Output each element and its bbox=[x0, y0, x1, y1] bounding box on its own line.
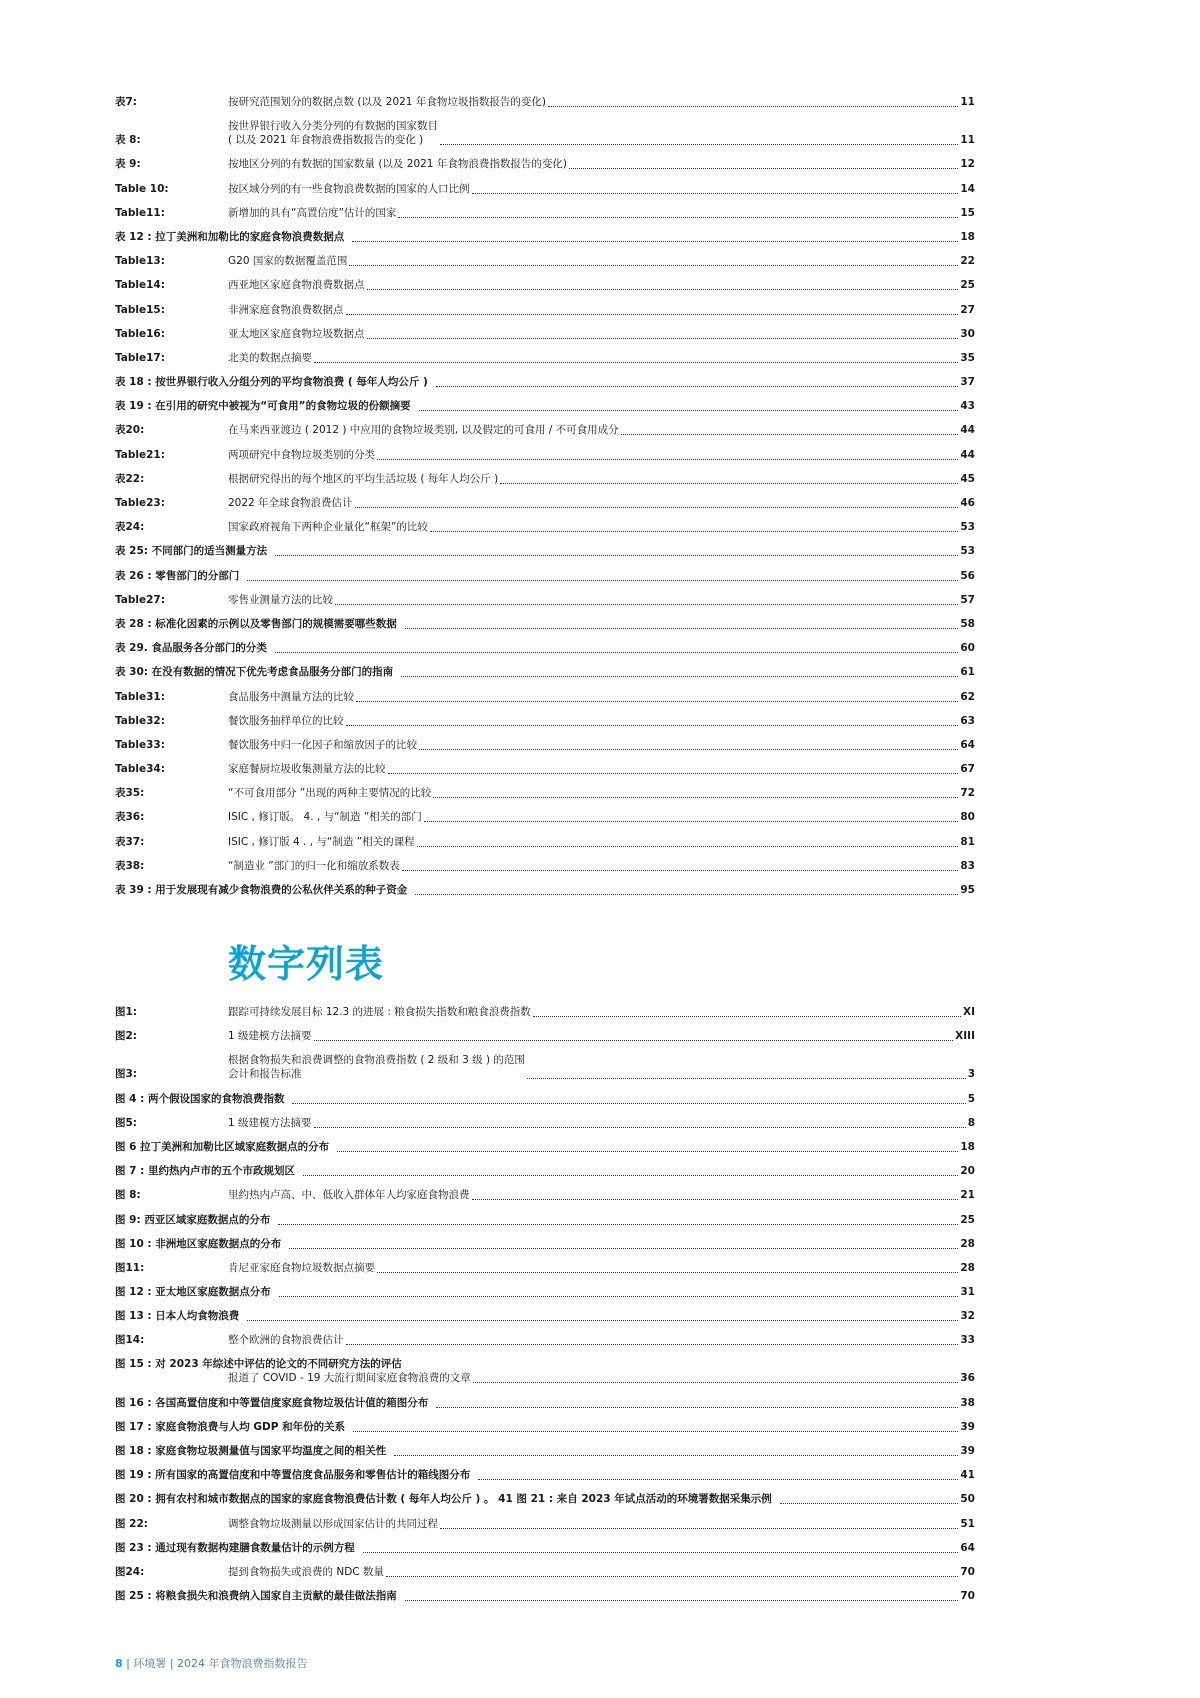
entry-page-number: XI bbox=[962, 1006, 975, 1019]
entry-title: 食品服务中测量方法的比较 bbox=[228, 690, 354, 703]
entry-label: 表 26 : 零售部门的分部门 bbox=[115, 569, 240, 582]
entry-page-number: 36 bbox=[960, 1372, 975, 1385]
toc-entry[interactable] bbox=[115, 851, 975, 875]
leader-dots bbox=[472, 193, 959, 194]
entry-page-number: 25 bbox=[960, 279, 975, 292]
toc-entry[interactable] bbox=[115, 1484, 975, 1508]
leader-dots bbox=[275, 555, 958, 556]
entry-label: 图 23 : 通过现有数据构建膳食数量估计的示例方程 bbox=[115, 1541, 355, 1554]
leader-dots bbox=[440, 144, 958, 145]
entry-page-number: 43 bbox=[960, 400, 975, 413]
entry-label: 图 4 : 两个假设国家的食物浪费指数 bbox=[115, 1092, 285, 1105]
leader-dots bbox=[275, 652, 958, 653]
toc-entry[interactable] bbox=[115, 1301, 975, 1325]
entry-label: 表36: bbox=[115, 811, 145, 824]
toc-entry[interactable] bbox=[115, 1325, 975, 1349]
entry-label: 表 18 : 按世界银行收入分组分列的平均食物浪费 ( 每年人均公斤 ) bbox=[115, 376, 428, 389]
leader-dots bbox=[569, 168, 958, 169]
figures-list bbox=[115, 997, 975, 1605]
entry-page-number: 39 bbox=[960, 1445, 975, 1457]
entry-label: Table21: bbox=[115, 448, 165, 461]
leader-dots bbox=[367, 338, 959, 339]
entry-title: 亚太地区家庭食物垃圾数据点 bbox=[228, 327, 365, 340]
toc-entry[interactable] bbox=[115, 1349, 975, 1387]
entry-page-number: 51 bbox=[960, 1517, 975, 1530]
entry-page-number: 58 bbox=[960, 617, 975, 630]
entry-label: 表 8: bbox=[115, 134, 141, 147]
entry-title: 西亚地区家庭食物浪费数据点 bbox=[228, 279, 365, 292]
leader-dots bbox=[349, 265, 958, 266]
toc-entry[interactable] bbox=[115, 512, 975, 536]
leader-dots bbox=[621, 434, 959, 435]
leader-dots bbox=[346, 1344, 959, 1345]
entry-label: 图 7 : 里约热内卢市的五个市政规划区 bbox=[115, 1165, 295, 1178]
entry-label: 图14: bbox=[115, 1334, 145, 1347]
entry-title: G20 国家的数据覆盖范围 bbox=[228, 255, 348, 268]
leader-dots bbox=[355, 507, 959, 508]
entry-page-number: 27 bbox=[960, 303, 975, 316]
toc-entry[interactable] bbox=[115, 1436, 975, 1460]
entry-title: “制造业 ”部门的归一化和缩放系数表 bbox=[228, 859, 400, 872]
entry-page-number: 60 bbox=[960, 642, 975, 655]
entry-label: 表 9: bbox=[115, 158, 141, 171]
leader-dots bbox=[415, 894, 958, 895]
leader-dots bbox=[473, 1382, 959, 1383]
entry-page-number: 37 bbox=[960, 376, 975, 389]
entry-title: 根据研究得出的每个地区的平均生活垃圾 ( 每年人均公斤 ) bbox=[228, 472, 499, 485]
entry-page-number: 12 bbox=[960, 158, 975, 171]
entry-page-number: 64 bbox=[960, 1541, 975, 1554]
entry-page-number: 18 bbox=[960, 1140, 975, 1153]
toc-entry[interactable] bbox=[115, 730, 975, 754]
leader-dots bbox=[353, 1431, 958, 1432]
entry-page-number: 41 bbox=[960, 1469, 975, 1482]
entry-label: Table16: bbox=[115, 327, 165, 340]
entry-label: Table 10: bbox=[115, 182, 169, 195]
leader-dots bbox=[419, 749, 958, 750]
leader-dots bbox=[377, 1272, 958, 1273]
entry-label: 表35: bbox=[115, 787, 145, 800]
entry-title: 按地区分列的有数据的国家数量 (以及 2021 年食物浪费指数报告的变化) bbox=[228, 158, 567, 171]
entry-label: 表24: bbox=[115, 521, 145, 534]
leader-dots bbox=[436, 1407, 958, 1408]
entry-page-number: 80 bbox=[960, 811, 975, 824]
leader-dots bbox=[289, 1248, 958, 1249]
leader-dots bbox=[352, 241, 958, 242]
entry-title: 国家政府视角下两种企业量化“框架”的比较 bbox=[228, 521, 428, 534]
entry-page-number: 95 bbox=[960, 884, 975, 896]
entry-title: 餐饮服务中归一化因子和缩放因子的比较 bbox=[228, 738, 417, 751]
entry-title: 里约热内卢高、中、低收入群体年人均家庭食物浪费 bbox=[228, 1189, 470, 1202]
entry-title: 按世界银行收入分类分列的有数据的国家数目 ( 以及 2021 年食物浪费指数报告的变化 ) bbox=[228, 120, 438, 147]
entry-page-number: 72 bbox=[960, 787, 975, 800]
leader-dots bbox=[356, 701, 958, 702]
leader-dots bbox=[247, 1320, 958, 1321]
entry-title: ISIC , 修订版 4 . , 与“制造 ”相关的课程 bbox=[228, 835, 415, 848]
toc-entry[interactable] bbox=[115, 1229, 975, 1253]
entry-label: 图 18 : 家庭食物垃圾测量值与国家平均温度之间的相关性 bbox=[115, 1445, 387, 1457]
leader-dots bbox=[405, 1600, 959, 1601]
toc-entry[interactable] bbox=[115, 1021, 975, 1045]
leader-dots bbox=[292, 1103, 965, 1104]
entry-page-number: XIII bbox=[955, 1030, 975, 1043]
entry-page-number: 38 bbox=[960, 1396, 975, 1409]
leader-dots bbox=[398, 217, 958, 218]
toc-entry[interactable] bbox=[115, 1533, 975, 1557]
toc-entry[interactable] bbox=[115, 1412, 975, 1436]
entry-label: 图 6 拉丁美洲和加勒比区域家庭数据点的分布 bbox=[115, 1140, 330, 1153]
toc-entry[interactable] bbox=[115, 633, 975, 657]
toc-entry[interactable] bbox=[115, 778, 975, 802]
entry-label: 图11: bbox=[115, 1261, 145, 1274]
entry-label: 图 12 : 亚太地区家庭数据点分布 bbox=[115, 1286, 271, 1299]
toc-entry[interactable] bbox=[115, 1387, 975, 1411]
entry-page-number: 25 bbox=[960, 1213, 975, 1226]
entry-label: 图2: bbox=[115, 1030, 138, 1043]
entry-label: 图 19 : 所有国家的高置信度和中等置信度食品服务和零售估计的箱线图分布 bbox=[115, 1469, 471, 1482]
entry-page-number: 31 bbox=[960, 1286, 975, 1299]
entry-page-number: 32 bbox=[960, 1310, 975, 1323]
entry-page-number: 3 bbox=[967, 1068, 975, 1081]
entry-page-number: 28 bbox=[960, 1261, 975, 1274]
toc-entry[interactable] bbox=[115, 1508, 975, 1532]
entry-page-number: 57 bbox=[960, 593, 975, 606]
entry-page-number: 44 bbox=[960, 424, 975, 437]
entry-label: Table11: bbox=[115, 206, 165, 219]
entry-title: 报道了 COVID - 19 大流行期间家庭食物浪费的文章 bbox=[228, 1372, 471, 1385]
toc-entry[interactable] bbox=[115, 415, 975, 439]
leader-dots bbox=[314, 1040, 954, 1041]
entry-page-number: 63 bbox=[960, 714, 975, 727]
leader-dots bbox=[367, 289, 959, 290]
entry-label: 表 19 : 在引用的研究中被视为“可食用”的食物垃圾的份额摘要 bbox=[115, 400, 411, 413]
toc-entry[interactable] bbox=[115, 1083, 975, 1107]
entry-page-number: 11 bbox=[960, 134, 975, 147]
entry-title: 1 级建模方法摘要 bbox=[228, 1030, 312, 1043]
entry-page-number: 50 bbox=[960, 1493, 975, 1506]
toc-entry[interactable] bbox=[115, 439, 975, 463]
toc-entry[interactable] bbox=[115, 488, 975, 512]
leader-dots bbox=[424, 821, 959, 822]
toc-entry[interactable] bbox=[115, 173, 975, 197]
footer-text: | 环境署 | 2024 年食物浪费指数报告 bbox=[126, 1657, 308, 1670]
entry-page-number: 56 bbox=[960, 569, 975, 582]
entry-label: Table23: bbox=[115, 497, 165, 509]
entry-page-number: 70 bbox=[960, 1565, 975, 1578]
entry-label: Table31: bbox=[115, 690, 165, 703]
entry-page-number: 20 bbox=[960, 1165, 975, 1178]
entry-label: 图5: bbox=[115, 1116, 138, 1129]
toc-entry[interactable] bbox=[115, 319, 975, 343]
toc-entry[interactable] bbox=[115, 343, 975, 367]
entry-label: 图 8: bbox=[115, 1189, 141, 1202]
toc-entry[interactable] bbox=[115, 1045, 975, 1083]
toc-entry[interactable] bbox=[115, 1253, 975, 1277]
entry-label: 图3: bbox=[115, 1068, 138, 1081]
toc-entry[interactable] bbox=[115, 609, 975, 633]
toc-entry[interactable] bbox=[115, 1180, 975, 1204]
leader-dots bbox=[335, 604, 958, 605]
entry-title: 1 级建模方法摘要 bbox=[228, 1116, 312, 1129]
leader-dots bbox=[303, 1175, 958, 1176]
entry-page-number: 15 bbox=[960, 206, 975, 219]
entry-label: 图 10 : 非洲地区家庭数据点的分布 bbox=[115, 1237, 282, 1250]
entry-page-number: 8 bbox=[967, 1116, 975, 1129]
entry-label: Table17: bbox=[115, 351, 165, 364]
entry-title: 餐饮服务抽样单位的比较 bbox=[228, 714, 344, 727]
toc-entry[interactable] bbox=[115, 1108, 975, 1132]
entry-page-number: 21 bbox=[960, 1189, 975, 1202]
entry-title: 调整食物垃圾测量以形成国家估计的共同过程 bbox=[228, 1517, 438, 1530]
leader-dots bbox=[279, 1296, 959, 1297]
entry-page-number: 83 bbox=[960, 859, 975, 872]
entry-page-number: 30 bbox=[960, 327, 975, 340]
leader-dots bbox=[337, 1151, 958, 1152]
leader-dots bbox=[419, 410, 959, 411]
entry-title: 根据食物损失和浪费调整的食物浪费指数 ( 2 级和 3 级 ) 的范围 会计和报告标准 bbox=[228, 1054, 525, 1081]
entry-title: 肯尼亚家庭食物垃圾数据点摘要 bbox=[228, 1261, 375, 1274]
entry-title: 按研究范围划分的数据点数 (以及 2021 年食物垃圾指数报告的变化) bbox=[228, 96, 546, 109]
toc-entry[interactable] bbox=[115, 198, 975, 222]
entry-label: 表 25: 不同部门的适当测量方法 bbox=[115, 545, 268, 558]
entry-label: Table14: bbox=[115, 279, 165, 292]
leader-dots bbox=[430, 531, 958, 532]
entry-label: 图 13 : 日本人均食物浪费 bbox=[115, 1310, 240, 1323]
entry-title: 在马来西亚渡边 ( 2012 ) 中应用的食物垃圾类别, 以及假定的可食用 / 不可食用成分 bbox=[228, 424, 619, 437]
toc-entry[interactable] bbox=[115, 875, 975, 899]
toc-entry[interactable] bbox=[115, 754, 975, 778]
leader-dots bbox=[346, 314, 959, 315]
toc-entry[interactable] bbox=[115, 1277, 975, 1301]
entry-title: 跟踪可持续发展目标 12.3 的进展 : 粮食损失指数和粮食浪费指数 bbox=[228, 1006, 531, 1019]
entry-page-number: 35 bbox=[960, 351, 975, 364]
entry-label: 表 28 : 标准化因素的示例以及零售部门的规模需要哪些数据 bbox=[115, 617, 397, 630]
entry-title: 零售业测量方法的比较 bbox=[228, 593, 333, 606]
page-footer bbox=[115, 1655, 308, 1671]
entry-label: 表7: bbox=[115, 96, 138, 109]
leader-dots bbox=[388, 773, 959, 774]
entry-page-number: 70 bbox=[960, 1590, 975, 1603]
leader-dots bbox=[314, 1127, 966, 1128]
leader-dots bbox=[377, 459, 958, 460]
entry-title: 非洲家庭食物浪费数据点 bbox=[228, 303, 344, 316]
entry-label: 表20: bbox=[115, 424, 145, 437]
entry-page-number: 53 bbox=[960, 521, 975, 534]
entry-label: Table34: bbox=[115, 763, 165, 776]
leader-dots bbox=[402, 870, 959, 871]
leader-dots bbox=[363, 1552, 959, 1553]
leader-dots bbox=[500, 483, 958, 484]
leader-dots bbox=[472, 1199, 959, 1200]
toc-entry[interactable] bbox=[115, 111, 975, 149]
leader-dots bbox=[386, 1576, 958, 1577]
entry-label: Table32: bbox=[115, 714, 165, 727]
toc-entry[interactable] bbox=[115, 997, 975, 1021]
entry-page-number: 33 bbox=[960, 1334, 975, 1347]
leader-dots bbox=[314, 362, 958, 363]
toc-entry[interactable] bbox=[115, 1557, 975, 1581]
entry-title: 按区域分列的有一些食物浪费数据的国家的人口比例 bbox=[228, 182, 470, 195]
entry-page-number: 28 bbox=[960, 1237, 975, 1250]
entry-page-number: 22 bbox=[960, 255, 975, 268]
entry-page-number: 62 bbox=[960, 690, 975, 703]
entry-page-number: 11 bbox=[960, 96, 975, 109]
toc-entry[interactable] bbox=[115, 1581, 975, 1605]
entry-page-number: 81 bbox=[960, 835, 975, 848]
entry-label: 表 12 : 拉丁美洲和加勒比的家庭食物浪费数据点 bbox=[115, 230, 345, 243]
leader-dots bbox=[433, 797, 958, 798]
entry-page-number: 45 bbox=[960, 472, 975, 485]
toc-entry[interactable] bbox=[115, 560, 975, 584]
entry-label: 表 30: 在没有数据的情况下优先考虑食品服务分部门的指南 bbox=[115, 666, 394, 679]
entry-title: ISIC , 修订版。 4. , 与“制造 ”相关的部门 bbox=[228, 811, 422, 824]
leader-dots bbox=[278, 1224, 958, 1225]
toc-entry[interactable] bbox=[115, 294, 975, 318]
entry-page-number: 18 bbox=[960, 230, 975, 243]
leader-dots bbox=[780, 1503, 959, 1504]
entry-label: Table15: bbox=[115, 303, 165, 316]
toc-entry[interactable] bbox=[115, 681, 975, 705]
leader-dots bbox=[436, 386, 959, 387]
entry-page-number: 53 bbox=[960, 545, 975, 558]
entry-label: 图 20 : 拥有农村和城市数据点的国家的家庭食物浪费估计数 ( 每年人均公斤 ) 。 41 图 21 : 来自 2023 年试点活动的环境署数据采集示例 bbox=[115, 1493, 772, 1506]
entry-page-number: 64 bbox=[960, 738, 975, 751]
leader-dots bbox=[346, 725, 959, 726]
toc-entry[interactable] bbox=[115, 585, 975, 609]
entry-label: 图 9: 西亚区域家庭数据点的分布 bbox=[115, 1213, 271, 1226]
entry-page-number: 61 bbox=[960, 666, 975, 679]
toc-entry[interactable] bbox=[115, 1132, 975, 1156]
leader-dots bbox=[548, 106, 958, 107]
leader-dots bbox=[394, 1455, 958, 1456]
toc-entry[interactable] bbox=[115, 1204, 975, 1228]
toc-entry[interactable] bbox=[115, 802, 975, 826]
entry-label: Table33: bbox=[115, 738, 165, 751]
leader-dots bbox=[440, 1528, 958, 1529]
entry-title: 整个欧洲的食物浪费估计 bbox=[228, 1334, 344, 1347]
entry-title: “不可食用部分 ”出现的两种主要情况的比较 bbox=[228, 787, 432, 800]
entry-label: 表22: bbox=[115, 472, 145, 485]
entry-title: 两项研究中食物垃圾类别的分类 bbox=[228, 448, 375, 461]
toc-entry[interactable] bbox=[115, 536, 975, 560]
entry-title: 新增加的具有“高置信度”估计的国家 bbox=[228, 206, 397, 219]
toc-entry[interactable] bbox=[115, 246, 975, 270]
leader-dots bbox=[417, 846, 959, 847]
leader-dots bbox=[527, 1078, 966, 1079]
leader-dots bbox=[533, 1016, 961, 1017]
entry-label: 图 15 : 对 2023 年综述中评估的论文的不同研究方法的评估 bbox=[115, 1358, 402, 1371]
entry-label: 图 16 : 各国高置信度和中等置信度家庭食物垃圾估计值的箱图分布 bbox=[115, 1396, 429, 1409]
tables-list bbox=[115, 87, 975, 899]
entry-label: Table13: bbox=[115, 255, 165, 268]
entry-page-number: 5 bbox=[967, 1092, 975, 1105]
entry-title: 提到食物损失或浪费的 NDC 数量 bbox=[228, 1565, 384, 1578]
figures-heading: 数字列表 bbox=[228, 942, 385, 986]
entry-label: 表37: bbox=[115, 835, 145, 848]
entry-title: 北美的数据点摘要 bbox=[228, 351, 312, 364]
entry-title: 家庭餐厨垃圾收集测量方法的比较 bbox=[228, 763, 386, 776]
footer-page-number: 8 bbox=[115, 1657, 123, 1670]
toc-entry[interactable] bbox=[115, 149, 975, 173]
entry-page-number: 39 bbox=[960, 1420, 975, 1433]
entry-label: 图1: bbox=[115, 1006, 138, 1019]
entry-page-number: 14 bbox=[960, 182, 975, 195]
toc-entry[interactable] bbox=[115, 657, 975, 681]
toc-entry[interactable] bbox=[115, 464, 975, 488]
entry-page-number: 67 bbox=[960, 763, 975, 776]
leader-dots bbox=[478, 1479, 958, 1480]
entry-page-number: 44 bbox=[960, 448, 975, 461]
toc-entry[interactable] bbox=[115, 222, 975, 246]
entry-label: Table27: bbox=[115, 593, 165, 606]
toc-entry[interactable] bbox=[115, 1460, 975, 1484]
toc-entry[interactable] bbox=[115, 706, 975, 730]
toc-entry[interactable] bbox=[115, 391, 975, 415]
toc-entry[interactable] bbox=[115, 270, 975, 294]
toc-entry[interactable] bbox=[115, 87, 975, 111]
entry-label: 图 17 : 家庭食物浪费与人均 GDP 和年份的关系 bbox=[115, 1420, 346, 1433]
entry-label: 表 29. 食品服务各分部门的分类 bbox=[115, 642, 267, 655]
toc-entry[interactable] bbox=[115, 367, 975, 391]
entry-label: 图24: bbox=[115, 1565, 145, 1578]
leader-dots bbox=[401, 676, 958, 677]
toc-entry[interactable] bbox=[115, 1156, 975, 1180]
toc-entry[interactable] bbox=[115, 826, 975, 850]
entry-label: 图 25 : 将粮食损失和浪费纳入国家自主贡献的最佳做法指南 bbox=[115, 1590, 397, 1603]
leader-dots bbox=[247, 580, 958, 581]
entry-title: 2022 年全球食物浪费估计 bbox=[228, 497, 353, 509]
entry-label: 表 39 : 用于发展现有减少食物浪费的公私伙伴关系的种子资金 bbox=[115, 884, 408, 896]
entry-label: 图 22: bbox=[115, 1517, 148, 1530]
leader-dots bbox=[405, 628, 959, 629]
entry-label: 表38: bbox=[115, 859, 145, 872]
entry-page-number: 46 bbox=[960, 497, 975, 509]
